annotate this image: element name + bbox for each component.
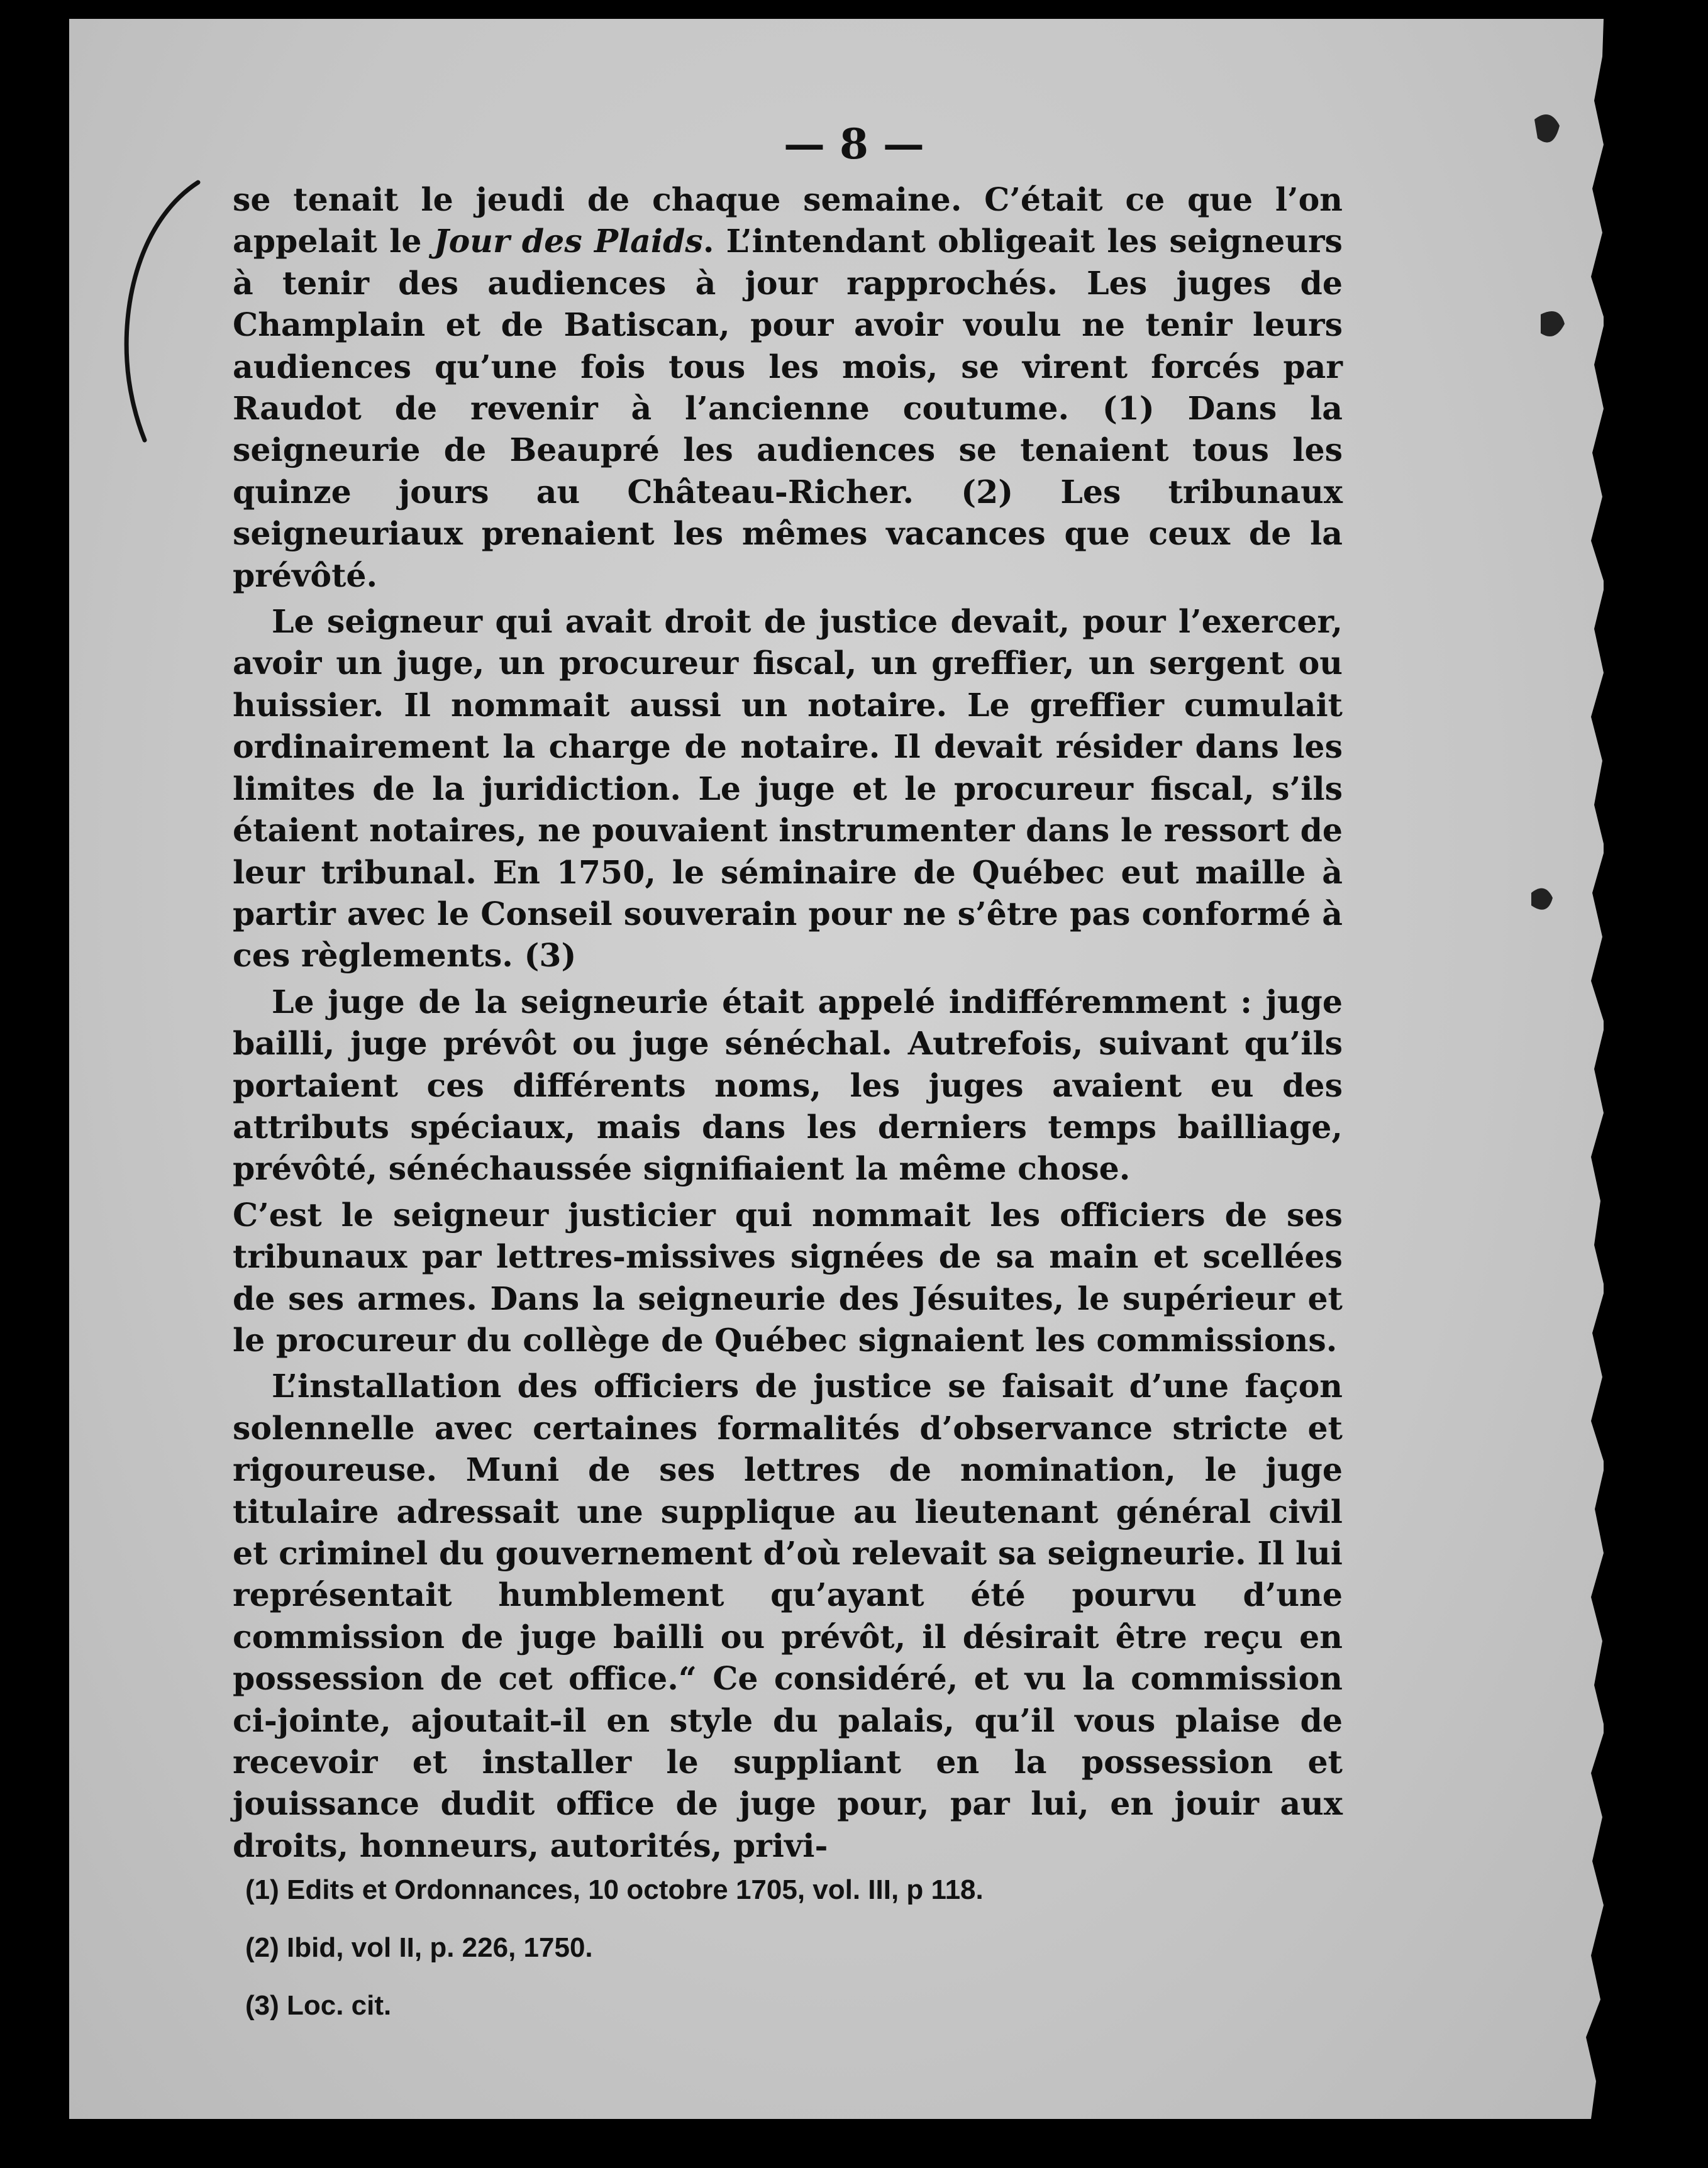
paragraph [233,1366,1343,1867]
text-run: L’installation des officiers de justice se faisait d’une façon solennelle avec certaines formalités d’observance stricte et rigoureuse. Muni de ses lettres de nomination, le juge titulaire adressait une supplique au lieutenant général civil et criminel du gouvernement d’où relevait sa seigneurie. Il lui représentait humblement qu’ayant été pourvu d’une commission de juge bailli ou prévôt, il désirait être reçu en possession de cet office.“ Ce considéré, et vu la commission ci-jointe, ajoutait-il en style du palais, qu’il vous plaise de recevoir et installer le suppliant en la possession et jouissance dudit office de juge pour, par lui, en jouir aux droits, honneurs, autorités, privi- [233,1368,1343,1864]
body-text [233,179,1343,1871]
text-run: se tenait le jeudi de chaque semaine. C’était ce que l’on appelait le [233,181,1343,260]
paragraph [233,601,1343,977]
footnote: (1) Edits et Ordonnances, 10 octobre 1705, vol. III, p 118. [245,1874,984,1905]
paragraph [233,1195,1343,1362]
footnote: (3) Loc. cit. [245,1990,392,2021]
text-run: Le juge de la seigneurie était appelé indifféremment : juge bailli, juge prévôt ou juge sénéchal. Autrefois, suivant qu’ils portaient ces différents noms, les juges avaient eu des attributs spéciaux, mais dans les derniers temps bailliage, prévôté, sénéchaussée signifiaient la même chose. [233,983,1343,1188]
text-run: Le seigneur qui avait droit de justice devait, pour l’exercer, avoir un juge, un procureur fiscal, un greffier, un sergent ou huissier. Il nommait aussi un notaire. Le greffier cumulait ordinairement la charge de notaire. Il devait résider dans les limites de la juridiction. Le juge et le procureur fiscal, s’ils étaient notaires, ne pouvaient instrumenter dans le ressort de leur tribunal. En 1750, le séminaire de Québec eut maille à partir avec le Conseil souverain pour ne s’être pas conformé à ces règlements. (3) [233,603,1343,975]
italic-phrase: Jour des Plaids [433,223,703,260]
page-number: — 8 — [784,119,924,169]
footnotes [245,1861,1314,2035]
margin-bracket-mark [119,179,208,443]
text-run: . L’intendant obligeait les seigneurs à tenir des audiences à jour rapprochés. Les juges de Champlain et de Batiscan, pour avoir voulu ne tenir leurs audiences qu’une fois tous les mois, se virent forcés par Raudot de revenir à l’ancienne coutume. (1) Dans la seigneurie de Beaupré les audiences se tenaient tous les quinze jours au Château-Richer. (2) Les tribunaux seigneuriaux prenaient les mêmes vacances que ceux de la prévôté. [233,223,1343,594]
paragraph [233,179,1343,597]
torn-page-edge [1497,19,1635,2119]
footnote: (2) Ibid, vol II, p. 226, 1750. [245,1932,593,1963]
text-run: C’est le seigneur justicier qui nommait les officiers de ses tribunaux par lettres-missives signées de sa main et scellées de ses armes. Dans la seigneurie des Jésuites, le supérieur et le procureur du collège de Québec signaient les commissions. [233,1196,1343,1359]
paragraph [233,982,1343,1190]
